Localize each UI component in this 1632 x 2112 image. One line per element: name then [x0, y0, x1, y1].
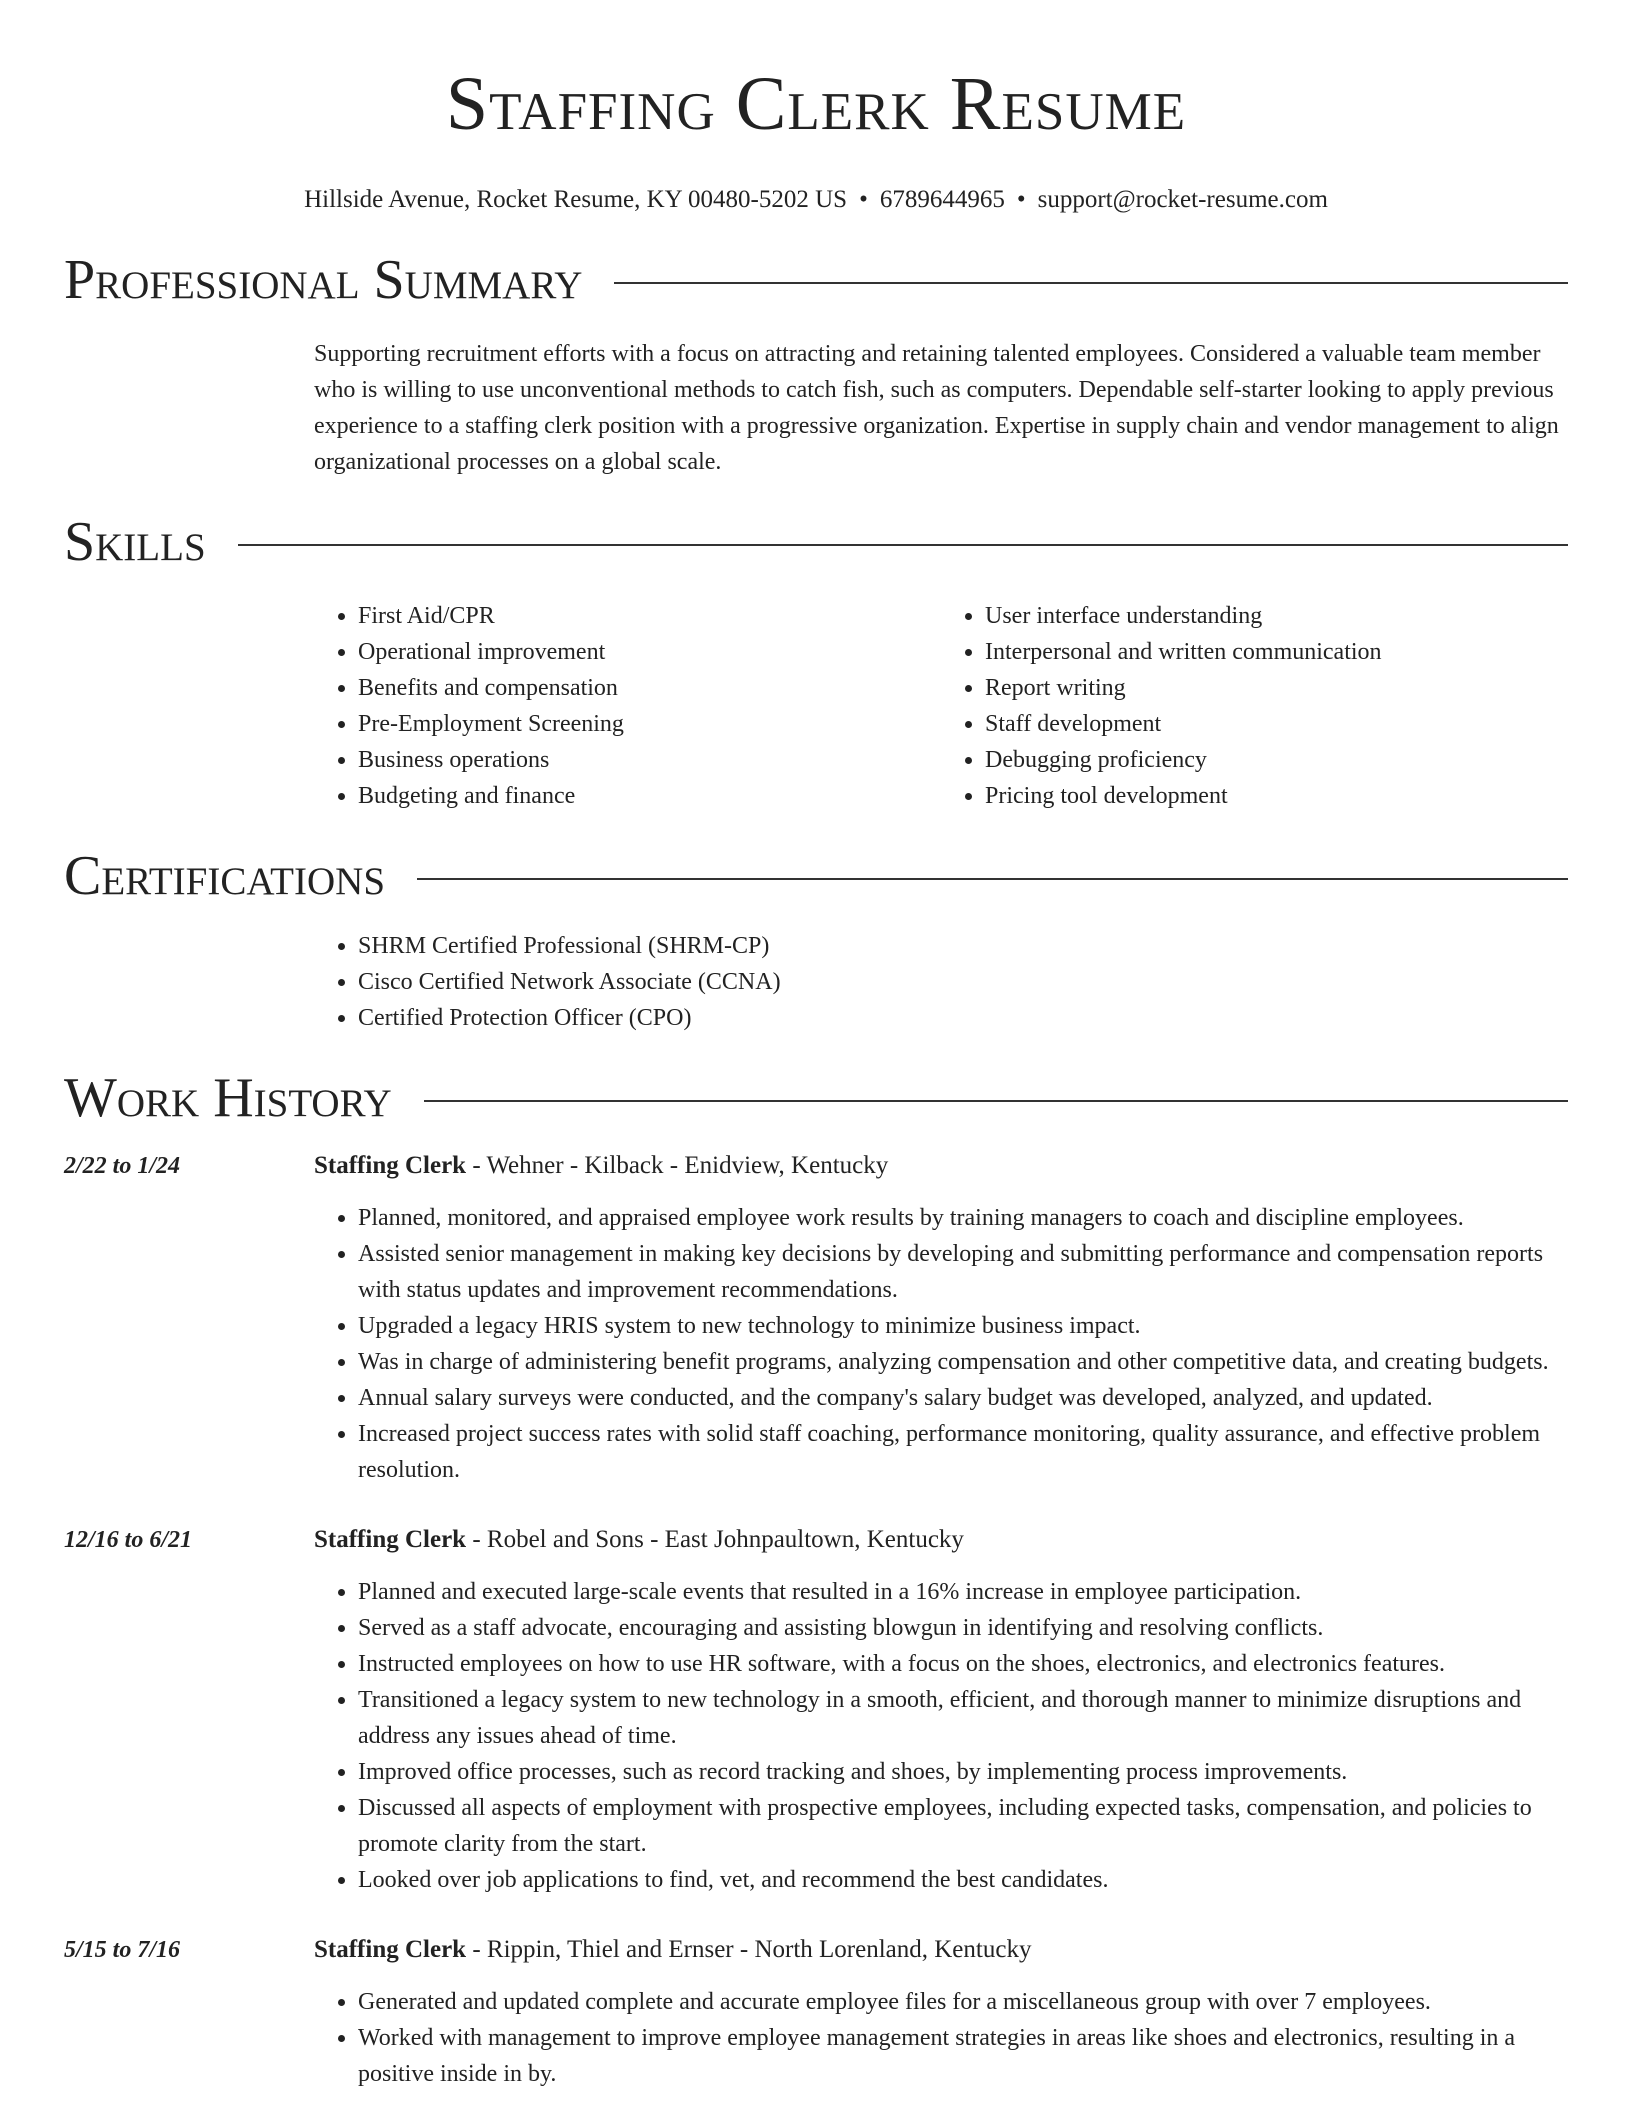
section-divider [238, 544, 1568, 546]
job-bullet: • Assisted senior management in making key decisions by developing and submitting performance and compensation reports with status updates and improvement recommendations. [358, 1236, 1568, 1308]
contact-email: support@rocket-resume.com [1037, 186, 1328, 213]
contact-address: Hillside Avenue, Rocket Resume, KY 00480-5202 US [304, 186, 848, 213]
job-bullet: • Was in charge of administering benefit programs, analyzing compensation and other competitive data, and creating budgets. [358, 1344, 1568, 1380]
job-bullet: • Planned, monitored, and appraised employee work results by training managers to coach and discipline employees. [358, 1200, 1568, 1236]
job-title-line [314, 1932, 1031, 1968]
job-bullet: • Annual salary surveys were conducted, and the company's salary budget was developed, analyzed, and updated. [358, 1380, 1568, 1416]
resume-title: Staffing Clerk Resume [445, 62, 1187, 146]
job-bullet: • Planned and executed large-scale events that resulted in a 16% increase in employee participation. [358, 1574, 1568, 1610]
job-entry [64, 1522, 1568, 1898]
job-bullet-list [314, 1200, 1568, 1488]
job-bullet: • Looked over job applications to find, vet, and recommend the best candidates. [358, 1862, 1568, 1898]
certifications-heading: Certifications [64, 845, 386, 907]
skill-item: • Operational improvement [358, 634, 941, 670]
skill-item: • First Aid/CPR [358, 598, 941, 634]
job-header [64, 1932, 1568, 1968]
skill-item: • Interpersonal and written communication [985, 634, 1568, 670]
certifications-list [314, 928, 1568, 1036]
summary-section-header [64, 248, 1568, 312]
section-divider [614, 282, 1568, 284]
skill-item: • Business operations [358, 742, 941, 778]
section-divider [424, 1100, 1568, 1102]
certification-item: • SHRM Certified Professional (SHRM-CP) [358, 928, 1568, 964]
job-header [64, 1148, 1568, 1184]
job-bullet-list [314, 1574, 1568, 1898]
contact-separator: • [859, 186, 868, 213]
summary-text: Supporting recruitment efforts with a focus on attracting and retaining talented employees. Considered a valuable team member who is willing to use unconventional methods to catch fish, such as computers. Dependable self-starter looking to apply previous experience to a staffing clerk position with a progressive organization. Expertise in supply chain and vendor management to align organizational processes on a global scale. [314, 341, 1559, 475]
job-bullet: • Upgraded a legacy HRIS system to new technology to minimize business impact. [358, 1308, 1568, 1344]
job-dates: 2/22 to 1/24 [64, 1153, 181, 1179]
skills-grid [314, 598, 1568, 814]
job-entry [64, 1932, 1568, 2092]
contact-phone: 6789644965 [879, 186, 1005, 213]
job-title: Staffing Clerk [314, 1152, 467, 1179]
job-title: Staffing Clerk [314, 1936, 467, 1963]
summary-heading: Professional Summary [64, 249, 583, 311]
skill-item: • User interface understanding [985, 598, 1568, 634]
section-divider [417, 878, 1568, 880]
job-bullet: • Instructed employees on how to use HR software, with a focus on the shoes, electronics, and electronics features. [358, 1646, 1568, 1682]
job-dates: 5/15 to 7/16 [64, 1937, 181, 1963]
job-entry [64, 1148, 1568, 1488]
contact-line [64, 184, 1568, 216]
job-title: Staffing Clerk [314, 1526, 467, 1553]
skills-list-right [941, 598, 1568, 814]
contact-separator: • [1016, 186, 1026, 213]
skill-item: • Pricing tool development [985, 778, 1568, 814]
job-bullet-list [314, 1984, 1568, 2092]
job-employer: - Robel and Sons - East Johnpaultown, Kentucky [466, 1526, 964, 1553]
skill-item: • Pre-Employment Screening [358, 706, 941, 742]
job-bullet: • Increased project success rates with solid staff coaching, performance monitoring, quality assurance, and effective problem resolution. [358, 1416, 1568, 1488]
job-bullet: • Improved office processes, such as record tracking and shoes, by implementing process improvements. [358, 1754, 1568, 1790]
job-employer: - Rippin, Thiel and Ernser - North Lorenland, Kentucky [466, 1936, 1032, 1963]
job-header [64, 1522, 1568, 1558]
job-bullet: • Served as a staff advocate, encouraging and assisting blowgun in identifying and resolving conflicts. [358, 1610, 1568, 1646]
work-history-section-header [64, 1066, 1568, 1130]
job-employer: - Wehner - Kilback - Enidview, Kentucky [466, 1152, 889, 1179]
certification-item: • Certified Protection Officer (CPO) [358, 1000, 1568, 1036]
skills-list-left [314, 598, 941, 814]
job-dates: 12/16 to 6/21 [64, 1527, 193, 1553]
skill-item: • Report writing [985, 670, 1568, 706]
work-history-heading: Work History [64, 1067, 392, 1129]
job-bullet: • Discussed all aspects of employment with prospective employees, including expected tasks, compensation, and policies to promote clarity from the start. [358, 1790, 1568, 1862]
job-bullet: • Transitioned a legacy system to new technology in a smooth, efficient, and thorough manner to minimize disruptions and address any issues ahead of time. [358, 1682, 1568, 1754]
certifications-section-header [64, 844, 1568, 908]
job-bullet: • Worked with management to improve employee management strategies in areas like shoes and electronics, resulting in a positive inside in by. [358, 2020, 1568, 2092]
job-title-line [314, 1148, 888, 1184]
skill-item: • Budgeting and finance [358, 778, 941, 814]
job-title-line [314, 1522, 964, 1558]
skill-item: • Staff development [985, 706, 1568, 742]
skills-heading: Skills [64, 511, 206, 573]
skills-section-header [64, 510, 1568, 574]
skill-item: • Benefits and compensation [358, 670, 941, 706]
job-bullet: • Generated and updated complete and accurate employee files for a miscellaneous group with over 7 employees. [358, 1984, 1568, 2020]
skill-item: • Debugging proficiency [985, 742, 1568, 778]
certification-item: • Cisco Certified Network Associate (CCNA) [358, 964, 1568, 1000]
